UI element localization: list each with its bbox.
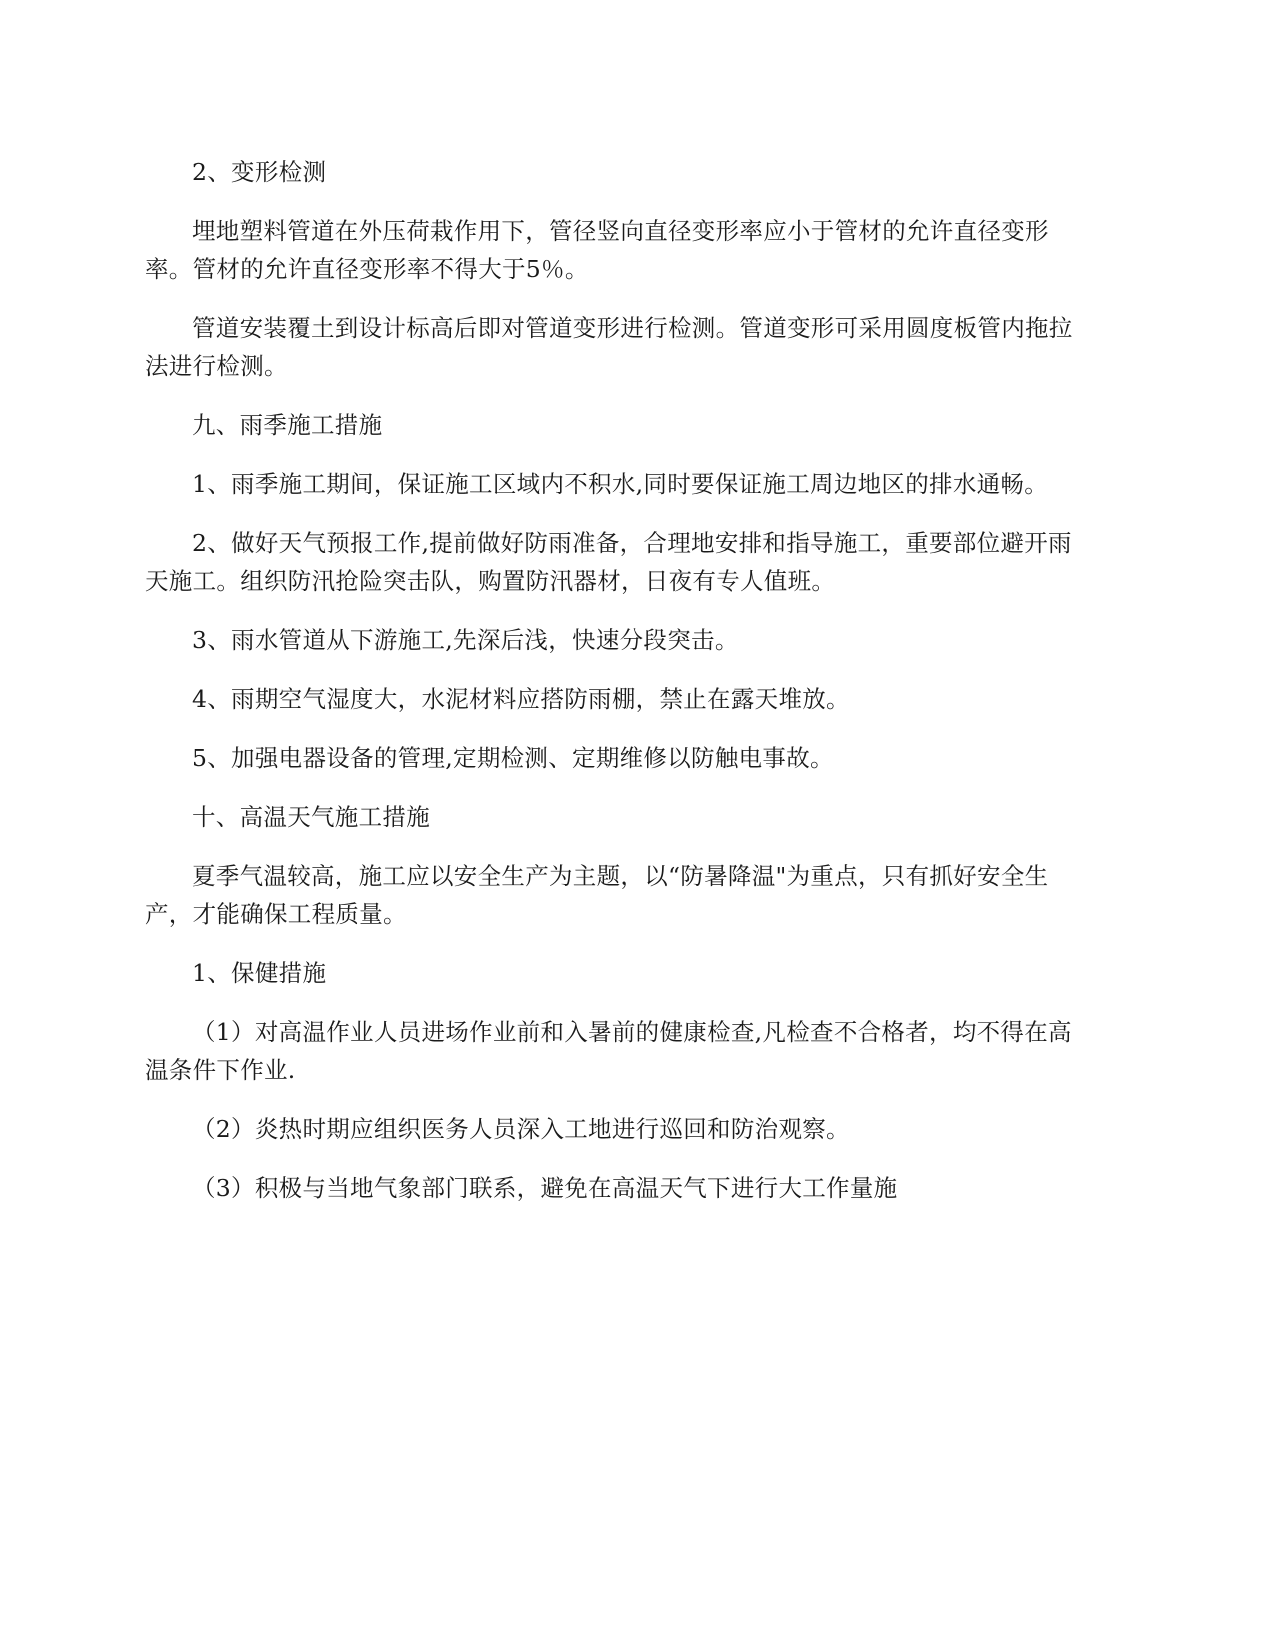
paragraph: 3、雨水管道从下游施工,先深后浅，快速分段突击。 [192, 626, 739, 654]
paragraph: 2、做好天气预报工作,提前做好防雨准备，合理地安排和指导施工，重要部位避开雨天施工。组织防汛抢险突击队，购置防汛器材，日夜有专人值班。 [145, 529, 1072, 595]
paragraph: 1、雨季施工期间，保证施工区域内不积水,同时要保证施工周边地区的排水通畅。 [192, 470, 1049, 498]
section-heading: 九、雨季施工措施 [192, 411, 383, 439]
paragraph: 夏季气温较高，施工应以安全生产为主题，以“防暑降温"为重点，只有抓好安全生产，才能确保工程质量。 [145, 862, 1049, 928]
paragraph: （3）积极与当地气象部门联系，避免在高温天气下进行大工作量施 [192, 1174, 898, 1202]
section-heading: 十、高温天气施工措施 [192, 803, 430, 831]
paragraph: （2）炎热时期应组织医务人员深入工地进行巡回和防治观察。 [192, 1115, 850, 1143]
paragraph: 2、变形检测 [192, 158, 327, 186]
paragraph: （1）对高温作业人员进场作业前和入暑前的健康检查,凡检查不合格者，均不得在高温条件下作业. [145, 1018, 1072, 1084]
subsection-heading: 1、保健措施 [192, 959, 327, 987]
paragraph: 4、雨期空气湿度大，水泥材料应搭防雨棚，禁止在露天堆放。 [192, 685, 850, 713]
paragraph: 埋地塑料管道在外压荷栽作用下，管径竖向直径变形率应小于管材的允许直径变形率。管材的允许直径变形率不得大于5％。 [145, 217, 1049, 283]
document-body [145, 153, 1075, 1207]
paragraph: 5、加强电器设备的管理,定期检测、定期维修以防触电事故。 [192, 744, 834, 772]
paragraph: 管道安装覆土到设计标高后即对管道变形进行检测。管道变形可采用圆度板管内拖拉法进行检测。 [145, 314, 1073, 380]
